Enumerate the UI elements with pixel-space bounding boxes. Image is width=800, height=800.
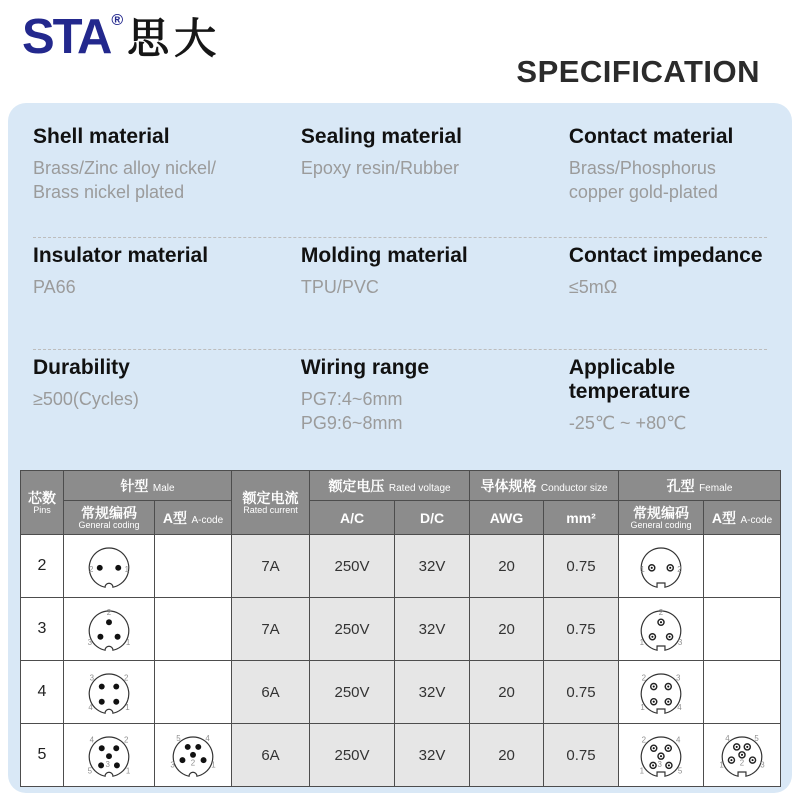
spec-panel: [8, 103, 792, 793]
cell-dc: 32V: [395, 661, 470, 724]
cell-female: [619, 535, 704, 598]
header-voltage-en: Rated voltage: [388, 482, 451, 494]
header-conductor-en: Conductor size: [540, 482, 608, 494]
spec-item-title: Wiring range: [300, 356, 430, 379]
spec-grid: [8, 103, 792, 446]
header-female-en: Female: [699, 482, 733, 494]
connector-diagram-m5: [76, 729, 142, 782]
spec-table-body: [21, 535, 781, 787]
header-female-general-coding: [619, 501, 704, 535]
cell-awg: 20: [470, 535, 544, 598]
header-current-en: Rated current: [243, 505, 298, 516]
svg-text:5: 5: [176, 733, 181, 743]
cell-dc: 32V: [395, 535, 470, 598]
spec-item: [569, 356, 767, 436]
cell-male: [64, 535, 155, 598]
connector-diagram-m3: [76, 603, 142, 656]
svg-text:1: 1: [124, 564, 130, 574]
spec-item-value: PG9:6~8mm: [300, 412, 403, 433]
svg-text:2: 2: [123, 673, 129, 683]
spec-item: [33, 244, 301, 339]
svg-text:2: 2: [190, 758, 196, 768]
header-pins-en: Pins: [33, 505, 51, 516]
spec-item-value: TPU/PVC: [300, 277, 379, 297]
cell-ac: 250V: [310, 598, 395, 661]
spec-row: [33, 119, 767, 237]
header-male-general-en: General coding: [78, 520, 140, 531]
svg-text:3: 3: [760, 759, 765, 769]
svg-text:2: 2: [739, 758, 745, 768]
spec-item: [569, 125, 767, 227]
header-male-acode-en: A-code: [191, 514, 224, 526]
header-female-group: [619, 471, 781, 501]
svg-text:1: 1: [125, 702, 130, 712]
cell-ac: 250V: [310, 724, 395, 787]
cell-female_a: [704, 661, 781, 724]
svg-text:3: 3: [675, 673, 681, 683]
header-male-general-cn: 常规编码: [81, 504, 137, 521]
spec-item-title: Applicable temperature: [568, 356, 691, 403]
cell-current: 6A: [232, 724, 310, 787]
cell-female: [619, 661, 704, 724]
connector-diagram-f5a: [709, 729, 775, 782]
brand-chinese-text: 思大: [127, 15, 222, 62]
svg-text:1: 1: [639, 765, 645, 775]
svg-text:3: 3: [657, 759, 662, 769]
svg-text:2: 2: [123, 734, 129, 744]
header-female-acode: [704, 501, 781, 535]
cell-male_a: [155, 661, 232, 724]
header-female-general-en: General coding: [630, 520, 692, 531]
spec-item-value: Brass/Zinc alloy nickel/: [33, 158, 217, 178]
svg-text:4: 4: [205, 733, 210, 743]
svg-text:1: 1: [639, 637, 645, 647]
cell-male: [64, 598, 155, 661]
cell-ac: 250V: [310, 535, 395, 598]
spec-item-value: Epoxy resin/Rubber: [300, 158, 459, 178]
svg-text:4: 4: [677, 702, 682, 712]
header-voltage-group: [310, 471, 470, 501]
svg-text:2: 2: [641, 734, 647, 744]
connector-diagram-m5a: [160, 729, 226, 782]
connector-diagram-m4: [76, 666, 142, 719]
cell-awg: 20: [470, 598, 544, 661]
cell-female: [619, 724, 704, 787]
cell-pins: 5: [21, 724, 64, 787]
header-male-en: Male: [152, 482, 175, 494]
header-pins: [21, 471, 64, 535]
spec-table-wrap: [20, 470, 780, 787]
svg-text:1: 1: [640, 702, 645, 712]
spec-item-value: Brass nickel plated: [33, 181, 185, 202]
connector-diagram-f2: [628, 540, 694, 593]
table-row-3pin: [21, 598, 781, 661]
header-mm2: mm²: [544, 501, 619, 535]
cell-awg: 20: [470, 724, 544, 787]
header-conductor-group: [470, 471, 619, 501]
spec-item: [301, 356, 569, 436]
header-rated-current: [232, 471, 310, 535]
spec-item-title: Shell material: [33, 125, 170, 148]
header-male-cn: 针型: [120, 477, 149, 494]
svg-text:5: 5: [87, 765, 93, 775]
spec-item-value: Brass/Phosphorus: [568, 158, 716, 178]
svg-text:3: 3: [677, 637, 683, 647]
spec-row: [33, 237, 767, 349]
spec-item-title: Sealing material: [300, 125, 462, 148]
header-current-cn: 额定电流: [242, 489, 299, 506]
header-voltage-cn: 额定电压: [328, 477, 385, 494]
header-female-acode-cn: A型: [711, 509, 737, 526]
svg-text:4: 4: [89, 734, 95, 744]
svg-text:4: 4: [675, 734, 681, 744]
spec-item-title: Contact impedance: [568, 244, 763, 267]
spec-item-title: Contact material: [568, 125, 734, 148]
registered-mark-icon: ®: [111, 12, 124, 29]
svg-text:1: 1: [125, 765, 131, 775]
header-female-acode-en: A-code: [740, 514, 773, 526]
table-row-5pin: [21, 724, 781, 787]
cell-female_a: [704, 535, 781, 598]
connector-diagram-f4: [628, 666, 694, 719]
svg-text:1: 1: [719, 759, 724, 769]
cell-male: [64, 661, 155, 724]
header-female-general-cn: 常规编码: [633, 504, 690, 521]
cell-female_a: [704, 598, 781, 661]
spec-item-title: Durability: [33, 356, 130, 379]
header-male-acode-cn: A型: [162, 509, 187, 526]
connector-diagram-m2: [76, 540, 142, 593]
svg-text:3: 3: [89, 673, 95, 683]
header-ac: A/C: [310, 501, 395, 535]
header-conductor-cn: 导体规格: [480, 477, 537, 494]
cell-dc: 32V: [395, 724, 470, 787]
spec-row: [33, 349, 767, 446]
svg-text:2: 2: [88, 564, 94, 574]
spec-item: [301, 244, 569, 339]
cell-male_a: [155, 535, 232, 598]
spec-item-value: PG7:4~6mm: [300, 389, 403, 409]
spec-item: [569, 244, 767, 339]
header-awg: AWG: [470, 501, 544, 535]
header-female-cn: 孔型: [666, 477, 695, 494]
cell-current: 7A: [232, 535, 310, 598]
cell-pins: 4: [21, 661, 64, 724]
brand-logo: [22, 6, 221, 66]
spec-item-value: ≥500(Cycles): [33, 389, 139, 409]
svg-text:5: 5: [754, 733, 759, 743]
connector-diagram-f3: [628, 603, 694, 656]
header-pins-cn: 芯数: [28, 489, 56, 506]
table-row-2pin: [21, 535, 781, 598]
cell-mm2: 0.75: [544, 724, 619, 787]
cell-ac: 250V: [310, 661, 395, 724]
cell-mm2: 0.75: [544, 535, 619, 598]
connector-diagram-f5: [628, 729, 694, 782]
svg-text:3: 3: [105, 759, 110, 769]
cell-dc: 32V: [395, 598, 470, 661]
header-dc: D/C: [395, 501, 470, 535]
header-male-group: [64, 471, 232, 501]
spec-table: [20, 470, 781, 787]
spec-item-value: -25℃ ~ +80℃: [568, 413, 687, 433]
cell-male_a: [155, 724, 232, 787]
cell-female: [619, 598, 704, 661]
svg-text:4: 4: [88, 702, 93, 712]
cell-pins: 3: [21, 598, 64, 661]
cell-mm2: 0.75: [544, 661, 619, 724]
cell-pins: 2: [21, 535, 64, 598]
svg-text:2: 2: [677, 564, 682, 574]
table-row-4pin: [21, 661, 781, 724]
svg-text:5: 5: [677, 765, 683, 775]
cell-awg: 20: [470, 661, 544, 724]
spec-item: [33, 125, 301, 227]
spec-item-title: Insulator material: [33, 244, 209, 267]
header-male-general-coding: [64, 501, 155, 535]
svg-text:1: 1: [640, 564, 645, 574]
svg-text:2: 2: [641, 673, 647, 683]
cell-female_a: [704, 724, 781, 787]
cell-current: 7A: [232, 598, 310, 661]
cell-male: [64, 724, 155, 787]
svg-text:2: 2: [106, 607, 112, 617]
spec-item-value: copper gold-plated: [568, 181, 718, 202]
header-male-acode: [155, 501, 232, 535]
page-title: SPECIFICATION: [516, 54, 760, 89]
svg-text:4: 4: [725, 733, 730, 743]
cell-mm2: 0.75: [544, 598, 619, 661]
svg-text:3: 3: [170, 759, 175, 769]
spec-item: [301, 125, 569, 227]
cell-current: 6A: [232, 661, 310, 724]
spec-item: [33, 356, 301, 436]
spec-item-value: ≤5mΩ: [568, 277, 618, 297]
svg-text:1: 1: [125, 637, 131, 647]
cell-male_a: [155, 598, 232, 661]
spec-item-value: PA66: [33, 277, 76, 297]
svg-text:2: 2: [658, 607, 664, 617]
svg-text:3: 3: [87, 637, 93, 647]
spec-item-title: Molding material: [300, 244, 468, 267]
svg-text:1: 1: [211, 759, 216, 769]
brand-sta-text: STA: [22, 10, 111, 64]
